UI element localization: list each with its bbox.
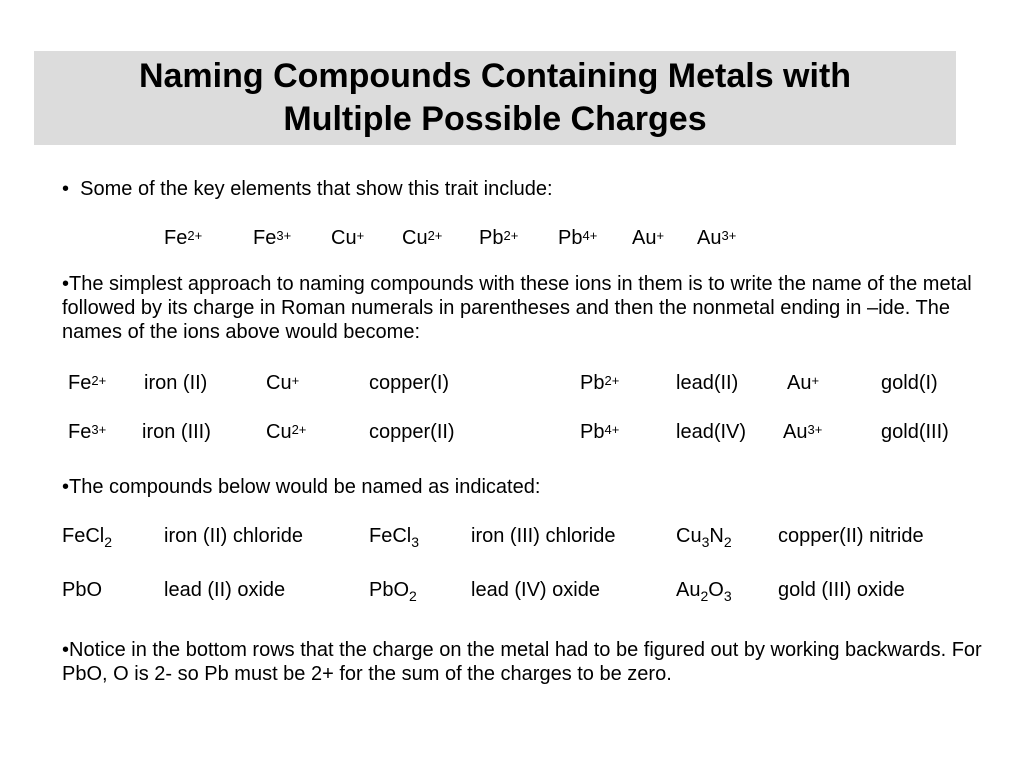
ion-name: gold(III) bbox=[881, 421, 949, 443]
slide-title bbox=[34, 55, 956, 141]
ion-name: lead(II) bbox=[676, 372, 739, 394]
ion-fe3: $Fe^{3+}$ bbox=[253, 227, 292, 249]
ion-fe2: $Fe^{2+}$ bbox=[164, 227, 203, 249]
ion-name-symbol: $Au^{3+}$ bbox=[783, 421, 823, 443]
compound-formula: $Au_2O_3$ bbox=[676, 579, 732, 604]
intro-text: Some of the key elements that show this trait include: bbox=[80, 178, 553, 200]
ion-name: copper(II) bbox=[369, 421, 455, 443]
ion-name-symbol: Au+ bbox=[787, 372, 820, 394]
compound-name: lead (II) oxide bbox=[164, 579, 286, 601]
ion-name: lead(IV) bbox=[676, 421, 747, 443]
compound-formula: PbO$_2$ bbox=[369, 579, 417, 604]
ion-pb2: $Pb^{2+}$ bbox=[479, 227, 519, 249]
notice-paragraph: •Notice in the bottom rows that the charge on the metal had to be figured out by working backwards. For PbO, O is 2- so Pb must be 2+ for the sum of the charges to be zero. bbox=[62, 639, 982, 685]
bullet-icon: • bbox=[62, 178, 70, 200]
ion-au1: Au+ bbox=[632, 227, 665, 249]
title-line-2: Multiple Possible Charges bbox=[283, 100, 707, 138]
compound-name: lead (IV) oxide bbox=[471, 579, 600, 601]
compound-name: iron (II) chloride bbox=[164, 525, 303, 547]
ion-name: gold(I) bbox=[881, 372, 938, 394]
ion-pb4: $Pb^{4+}$ bbox=[558, 227, 598, 249]
title-line-1: Naming Compounds Containing Metals with bbox=[138, 57, 852, 95]
compound-name: copper(II) nitride bbox=[778, 525, 924, 547]
ion-name-symbol: $Pb^{4+}$ bbox=[580, 421, 620, 443]
ion-name-symbol: Cu+ bbox=[266, 372, 300, 394]
compound-formula: $Cu_3N_2$ bbox=[676, 525, 732, 550]
ion-name-symbol: $Fe^{2+}$ bbox=[68, 372, 107, 394]
compound-name: iron (III) chloride bbox=[471, 525, 616, 547]
compounds-intro: •The compounds below would be named as indicated: bbox=[62, 476, 541, 498]
ion-name: copper(I) bbox=[369, 372, 450, 394]
ion-name-symbol: $Pb^{2+}$ bbox=[580, 372, 620, 394]
ion-cu2: $Cu^{2+}$ bbox=[402, 227, 443, 249]
approach-paragraph: •The simplest approach to naming compounds with these ions in them is to write the name of the metal followed by its charge in Roman numerals in parentheses and then the nonmetal ending in –ide. The names of the ions above would become: bbox=[62, 273, 972, 343]
intro-bullet bbox=[62, 177, 553, 201]
ion-name: iron (III) bbox=[142, 421, 211, 443]
ion-name-symbol: $Fe^{3+}$ bbox=[68, 421, 107, 443]
ion-cu1: Cu+ bbox=[331, 227, 365, 249]
compound-formula: PbO bbox=[62, 579, 103, 601]
ion-name-symbol: $Cu^{2+}$ bbox=[266, 421, 307, 443]
ion-name: iron (II) bbox=[144, 372, 208, 394]
compound-formula: FeCl$_3$ bbox=[369, 525, 420, 550]
compound-name: gold (III) oxide bbox=[778, 579, 905, 601]
compound-formula: FeCl$_2$ bbox=[62, 525, 113, 550]
ion-au3: $Au^{3+}$ bbox=[697, 227, 737, 249]
